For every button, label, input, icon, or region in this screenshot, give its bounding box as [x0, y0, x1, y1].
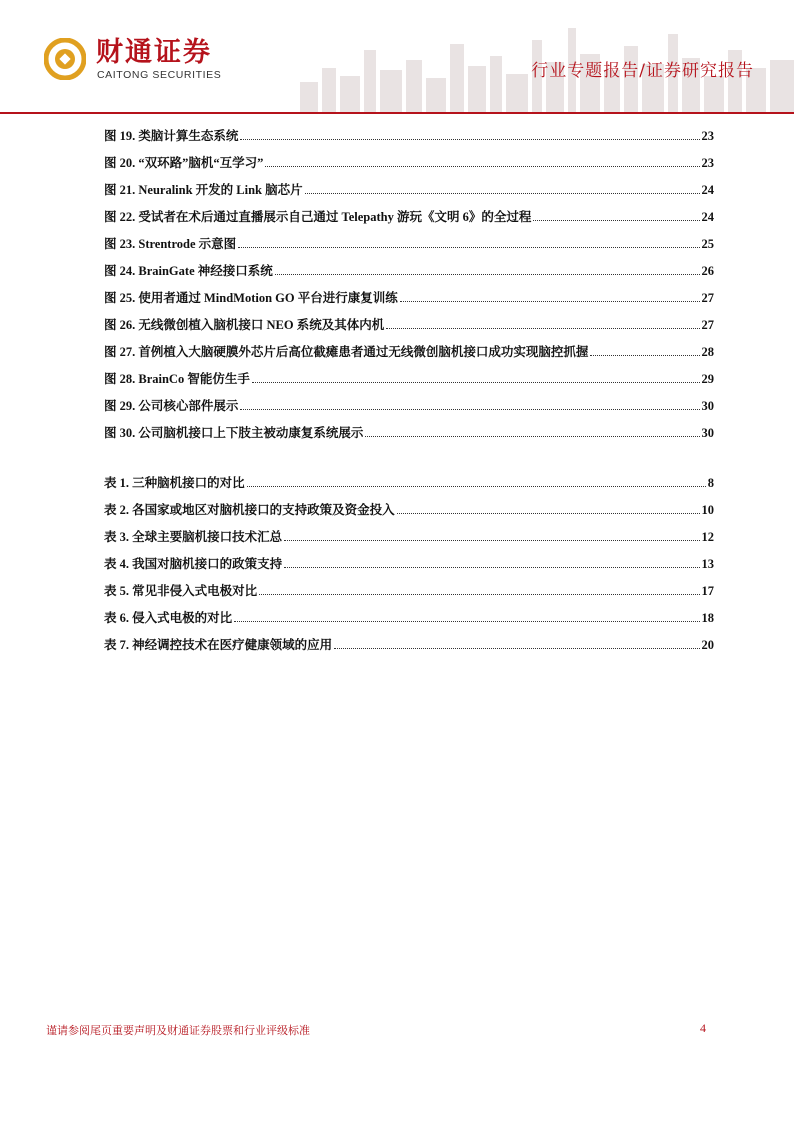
toc-leader-dots: [240, 409, 699, 410]
toc-row-figure-28[interactable]: [104, 367, 714, 387]
toc-row-figure-19[interactable]: [104, 124, 714, 144]
toc-row-figure-26[interactable]: [104, 313, 714, 333]
toc-leader-dots: [305, 193, 700, 194]
toc-leader-dots: [265, 166, 699, 167]
report-type-label: 行业专题报告/证券研究报告: [531, 61, 754, 81]
footer-disclaimer: 谨请参阅尾页重要声明及财通证券股票和行业评级标准: [46, 1024, 310, 1037]
toc-entry-label: 图 28. BrainCo 智能仿生手: [104, 372, 250, 386]
toc-entry-label: 图 20. “双环路”脑机“互学习”: [104, 156, 264, 170]
toc-row-figure-22[interactable]: [104, 205, 714, 225]
toc-page-number: 24: [701, 183, 714, 197]
toc-entry-label: 图 29. 公司核心部件展示: [104, 399, 239, 413]
toc-row-table-5[interactable]: [104, 579, 714, 599]
toc-leader-dots: [365, 436, 699, 437]
toc-leader-dots: [240, 139, 699, 140]
logo-chinese-name: 财通证券: [96, 37, 212, 68]
toc-leader-dots: [275, 274, 700, 275]
toc-entry-label: 表 1. 三种脑机接口的对比: [104, 476, 245, 490]
toc-row-figure-21[interactable]: [104, 178, 714, 198]
toc-page-number: 20: [701, 638, 714, 652]
toc-row-table-1[interactable]: [104, 471, 714, 491]
toc-entry-label: 图 27. 首例植入大脑硬膜外芯片后高位截瘫患者通过无线微创脑机接口成功实现脑控抓握: [104, 345, 589, 359]
toc-entry-label: 表 3. 全球主要脑机接口技术汇总: [104, 530, 283, 544]
caitong-logo-icon: [44, 38, 86, 80]
toc-entry-label: 表 6. 侵入式电极的对比: [104, 611, 233, 625]
toc-entry-label: 图 21. Neuralink 开发的 Link 脑芯片: [104, 183, 303, 197]
toc-leader-dots: [590, 355, 699, 356]
toc-row-figure-24[interactable]: [104, 259, 714, 279]
toc-page-number: 27: [701, 291, 714, 305]
toc-page-number: 30: [701, 426, 714, 440]
toc-page-number: 12: [701, 530, 714, 544]
toc-entry-label: 图 22. 受试者在术后通过直播展示自己通过 Telepathy 游玩《文明 6》的全过程: [104, 210, 532, 224]
toc-row-figure-27[interactable]: [104, 340, 714, 360]
toc-entry-label: 图 24. BrainGate 神经接口系统: [104, 264, 273, 278]
toc-row-figure-25[interactable]: [104, 286, 714, 306]
toc-leader-dots: [400, 301, 700, 302]
toc-leader-dots: [334, 648, 699, 649]
toc-page-number: 24: [701, 210, 714, 224]
toc-leader-dots: [284, 540, 699, 541]
toc-page-number: 23: [701, 156, 714, 170]
toc-page-number: 17: [701, 584, 714, 598]
toc-entry-label: 表 4. 我国对脑机接口的政策支持: [104, 557, 283, 571]
toc-entry-label: 图 19. 类脑计算生态系统: [104, 129, 239, 143]
toc-row-figure-30[interactable]: [104, 421, 714, 441]
toc-leader-dots: [247, 486, 706, 487]
toc-leader-dots: [252, 382, 700, 383]
toc-page-number: 8: [707, 476, 714, 490]
toc-row-table-7[interactable]: [104, 633, 714, 653]
toc-page-number: 28: [701, 345, 714, 359]
toc-page-number: 10: [701, 503, 714, 517]
header-divider: [0, 112, 794, 114]
toc-page-number: 26: [701, 264, 714, 278]
toc-entry-label: 图 26. 无线微创植入脑机接口 NEO 系统及其体内机: [104, 318, 385, 332]
toc-page-number: 18: [701, 611, 714, 625]
toc-leader-dots: [284, 567, 699, 568]
toc-entry-label: 图 25. 使用者通过 MindMotion GO 平台进行康复训练: [104, 291, 398, 305]
toc-entry-label: 表 7. 神经调控技术在医疗健康领域的应用: [104, 638, 333, 652]
logo-english-name: CAITONG SECURITIES: [97, 69, 222, 81]
toc-row-table-6[interactable]: [104, 606, 714, 626]
toc-leader-dots: [533, 220, 699, 221]
toc-page-number: 23: [701, 129, 714, 143]
toc-leader-dots: [238, 247, 699, 248]
toc-leader-dots: [234, 621, 699, 622]
toc-row-table-3[interactable]: [104, 525, 714, 545]
toc-page-number: 13: [701, 557, 714, 571]
toc-row-figure-29[interactable]: [104, 394, 714, 414]
toc-entry-label: 表 5. 常见非侵入式电极对比: [104, 584, 258, 598]
toc-entry-label: 表 2. 各国家或地区对脑机接口的支持政策及资金投入: [104, 503, 395, 517]
toc-row-figure-20[interactable]: [104, 151, 714, 171]
page-header: [0, 0, 794, 116]
toc-page-number: 25: [701, 237, 714, 251]
toc-leader-dots: [386, 328, 699, 329]
toc-page-number: 27: [701, 318, 714, 332]
toc-page-number: 29: [701, 372, 714, 386]
toc-entry-label: 图 23. Strentrode 示意图: [104, 237, 237, 251]
footer-page-number: 4: [700, 1021, 706, 1035]
toc-leader-dots: [259, 594, 699, 595]
toc-page-number: 30: [701, 399, 714, 413]
toc-leader-dots: [397, 513, 700, 514]
toc-row-table-4[interactable]: [104, 552, 714, 572]
toc-entry-label: 图 30. 公司脑机接口上下肢主被动康复系统展示: [104, 426, 364, 440]
toc-row-figure-23[interactable]: [104, 232, 714, 252]
toc-row-table-2[interactable]: [104, 498, 714, 518]
